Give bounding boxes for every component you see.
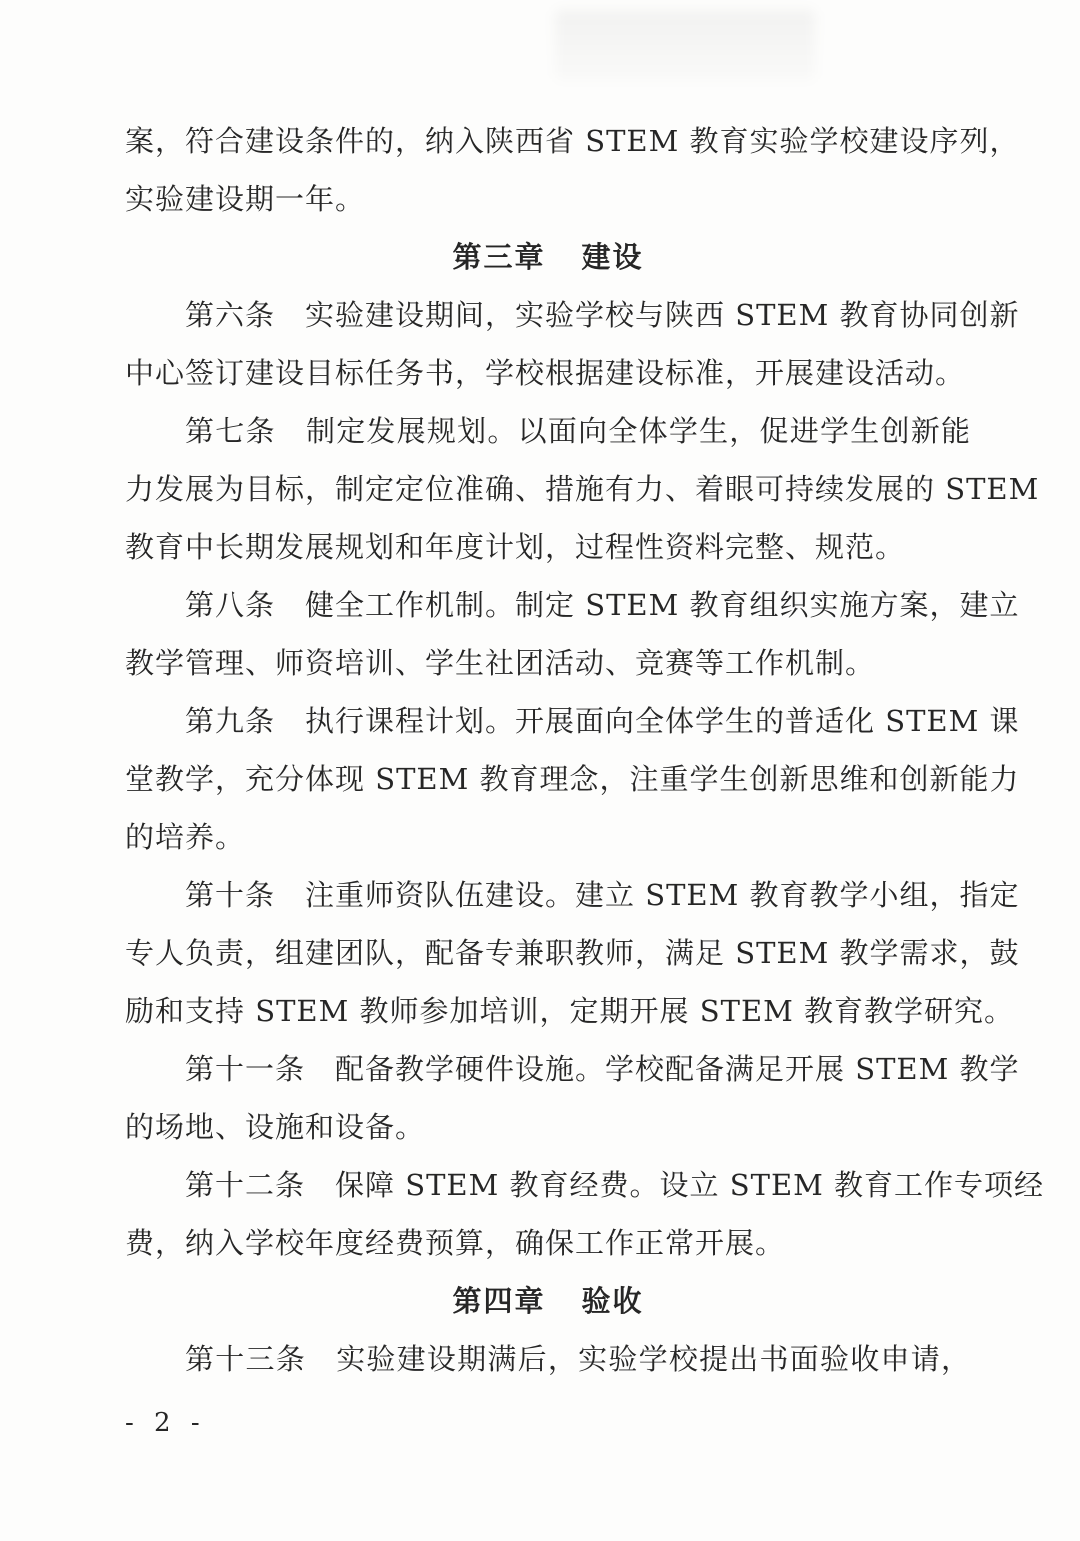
chapter-number: 第三章 — [452, 240, 546, 274]
article-line: 第八条 健全工作机制。制定 STEM 教育组织实施方案，建立 — [185, 588, 1020, 622]
article-line: 第十条 注重师资队伍建设。建立 STEM 教育教学小组，指定 — [185, 878, 1020, 912]
body-line: 案，符合建设条件的，纳入陕西省 STEM 教育实验学校建设序列， — [125, 124, 1020, 158]
article-line: 第六条 实验建设期间，实验学校与陕西 STEM 教育协同创新 — [185, 298, 1020, 332]
body-line: 堂教学，充分体现 STEM 教育理念，注重学生创新思维和创新能力 — [125, 762, 1020, 796]
body-line: 教学管理、师资培训、学生社团活动、竞赛等工作机制。 — [125, 646, 876, 680]
bleed-through-shadow — [555, 10, 815, 80]
body-line: 的培养。 — [125, 820, 246, 854]
chapter-title: 验收 — [581, 1284, 644, 1318]
body-line: 励和支持 STEM 教师参加培训，定期开展 STEM 教育教学研究。 — [125, 994, 1015, 1028]
article-line: 第十一条 配备教学硬件设施。学校配备满足开展 STEM 教学 — [185, 1052, 1020, 1086]
body-line: 的场地、设施和设备。 — [125, 1110, 426, 1144]
body-line: 中心签订建设目标任务书，学校根据建设标准，开展建设活动。 — [125, 356, 966, 390]
chapter-heading — [125, 1272, 971, 1330]
body-line: 力发展为目标，制定定位准确、措施有力、着眼可持续发展的 STEM — [125, 472, 1040, 506]
chapter-title: 建设 — [581, 240, 644, 274]
body-line: 实验建设期一年。 — [125, 182, 366, 216]
body-line: 费，纳入学校年度经费预算，确保工作正常开展。 — [125, 1226, 786, 1260]
chapter-number: 第四章 — [452, 1284, 546, 1318]
page-number: - 2 - — [125, 1408, 206, 1438]
chapter-heading — [125, 228, 971, 286]
article-line: 第九条 执行课程计划。开展面向全体学生的普适化 STEM 课 — [185, 704, 1020, 738]
body-line: 教育中长期发展规划和年度计划，过程性资料完整、规范。 — [125, 530, 906, 564]
document-body — [125, 112, 1045, 1388]
body-line: 专人负责，组建团队，配备专兼职教师，满足 STEM 教学需求，鼓 — [125, 936, 1020, 970]
article-line: 第十二条 保障 STEM 教育经费。设立 STEM 教育工作专项经 — [185, 1168, 1045, 1202]
article-line: 第七条 制定发展规划。以面向全体学生，促进学生创新能 — [185, 414, 971, 448]
article-line: 第十三条 实验建设期满后，实验学校提出书面验收申请， — [185, 1342, 971, 1376]
